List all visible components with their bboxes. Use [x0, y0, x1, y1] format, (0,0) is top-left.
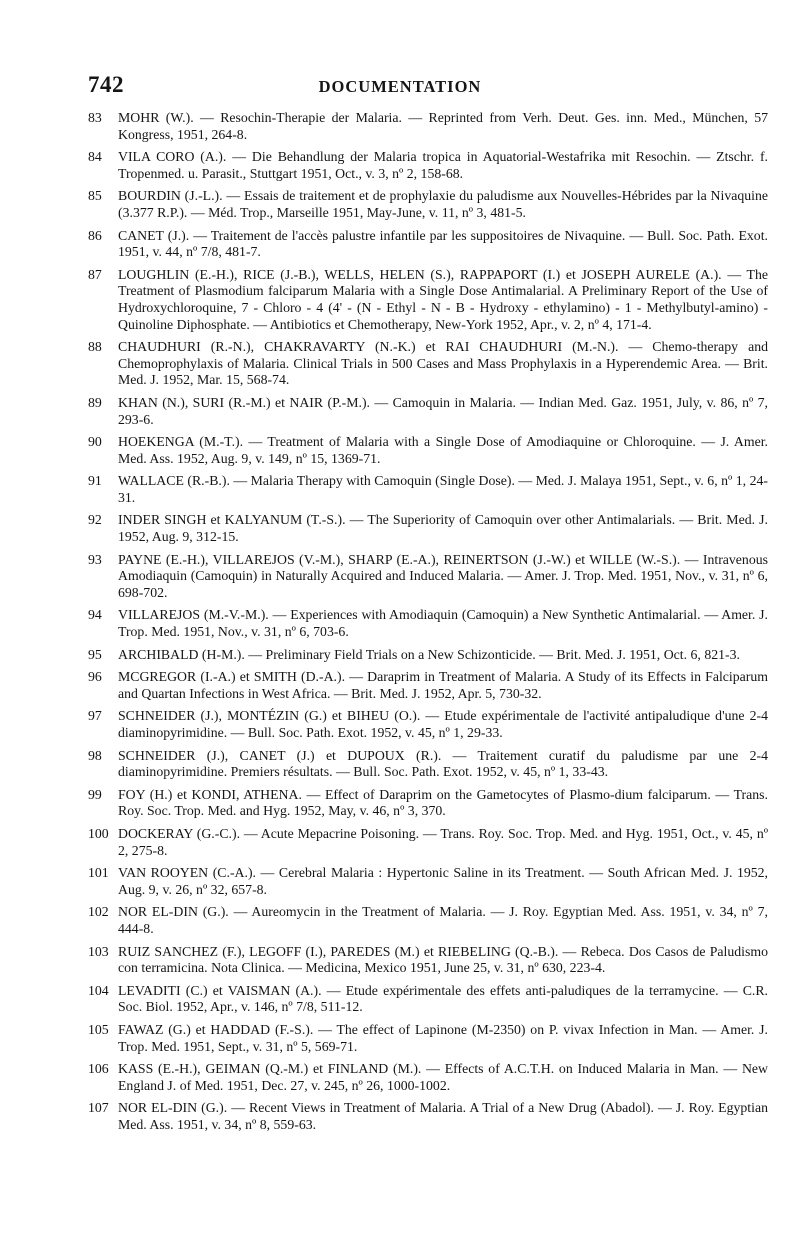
reference-text: SCHNEIDER (J.), MONTÉZIN (G.) et BIHEU (O.). — Etude expérimentale de l'activité antipaludique d'une 2-4 diaminopyrimidine. — Bull. Soc. Path. Exot. 1952, v. 45, nº 1, 29-33.: [118, 708, 768, 740]
reference-item: [88, 865, 768, 898]
reference-text: BOURDIN (J.-L.). — Essais de traitement et de prophylaxie du paludisme aux Nouvelles-Hébrides par la Nivaquine (3.377 R.P.). — Méd. Trop., Marseille 1951, May-June, v. 11, nº 3, 481-5.: [118, 188, 768, 220]
reference-item: [88, 944, 768, 977]
reference-number: 107: [88, 1100, 109, 1116]
reference-item: [88, 1022, 768, 1055]
reference-text: LEVADITI (C.) et VAISMAN (A.). — Etude expérimentale des effets anti-paludiques de la terramycine. — C.R. Soc. Biol. 1952, Apr., v. 146, nº 7/8, 511-12.: [118, 982, 768, 1015]
reference-item: [88, 149, 768, 182]
reference-text: VILLAREJOS (M.-V.-M.). — Experiences with Amodiaquin (Camoquin) a New Synthetic Antimalarial. — Amer. J. Trop. Med. 1951, Nov., v. 31, nº 6, 703-6.: [118, 607, 768, 640]
reference-number: 95: [88, 646, 102, 662]
reference-number: 106: [88, 1061, 109, 1077]
reference-item: [88, 669, 768, 702]
reference-text: SCHNEIDER (J.), CANET (J.) et DUPOUX (R.). — Traitement curatif du paludisme par une 2-4 diaminopyrimidine. Premiers résultats. — Bull. Soc. Path. Exot. 1952, v. 45, nº 1, 33-43.: [118, 747, 768, 780]
reference-item: [88, 708, 768, 741]
reference-text: CANET (J.). — Traitement de l'accès palustre infantile par les suppositoires de Nivaquine. — Bull. Soc. Path. Exot. 1951, v. 44, nº 7/8, 481-7.: [118, 227, 768, 260]
reference-list: [88, 110, 768, 1139]
reference-number: 103: [88, 943, 109, 959]
reference-item: [88, 395, 768, 428]
reference-item: [88, 434, 768, 467]
reference-text: FOY (H.) et KONDI, ATHENA. — Effect of Daraprim on the Gametocytes of Plasmo-dium falciparum. — Trans. Roy. Soc. Trop. Med. and Hyg. 1952, May, v. 46, nº 3, 370.: [118, 786, 768, 819]
reference-item: [88, 228, 768, 261]
reference-number: 102: [88, 904, 109, 920]
reference-item: [88, 1061, 768, 1094]
page-header: [88, 72, 712, 100]
reference-text: LOUGHLIN (E.-H.), RICE (J.-B.), WELLS, HELEN (S.), RAPPAPORT (I.) et JOSEPH AURELE (A.). — The Treatment of Plasmodium falciparum Malaria with a Single Dose Antimalarial. A Preliminary Report of the Use of Hydroxychloroquine, 7 - Chloro - 4 (4' - (N - Ethyl - N - B - Hydroxy - ethylamino) - 1 - Methylbutyl-amino) - Quinoline Diphosphate. — Antibiotics et Chemotherapy, New-York 1952, Apr., v. 2, nº 4, 171-4.: [118, 266, 768, 332]
reference-number: 105: [88, 1021, 109, 1037]
reference-item: [88, 267, 768, 333]
reference-item: [88, 983, 768, 1016]
reference-number: 88: [88, 339, 102, 355]
reference-number: 91: [88, 473, 102, 489]
reference-number: 92: [88, 512, 102, 528]
reference-number: 93: [88, 551, 102, 567]
reference-number: 104: [88, 982, 109, 998]
reference-number: 89: [88, 394, 102, 410]
reference-item: [88, 647, 768, 664]
reference-item: [88, 826, 768, 859]
reference-item: [88, 607, 768, 640]
reference-item: [88, 473, 768, 506]
reference-item: [88, 339, 768, 389]
reference-text: VILA CORO (A.). — Die Behandlung der Malaria tropica in Aquatorial-Westafrika mit Resochin. — Ztschr. f. Tropenmed. u. Parasit., Stuttgart 1951, Oct., v. 3, nº 2, 158-68.: [118, 149, 768, 181]
reference-number: 98: [88, 747, 102, 763]
reference-number: 100: [88, 825, 109, 841]
reference-number: 87: [88, 266, 102, 282]
reference-text: CHAUDHURI (R.-N.), CHAKRAVARTY (N.-K.) et RAI CHAUDHURI (M.-N.). — Chemo-therapy and Chemoprophylaxis of Malaria. Clinical Trials in 500 Cases and Mass Prophylaxis in a Hyperendemic Area. — Brit. Med. J. 1952, Mar. 15, 568-74.: [118, 339, 768, 388]
reference-text: ARCHIBALD (H-M.). — Preliminary Field Trials on a New Schizonticide. — Brit. Med. J. 1951, Oct. 6, 821-3.: [118, 646, 740, 662]
page-title: DOCUMENTATION: [318, 77, 482, 96]
reference-item: [88, 748, 768, 781]
reference-item: [88, 904, 768, 937]
reference-text: NOR EL-DIN (G.). — Aureomycin in the Treatment of Malaria. — J. Roy. Egyptian Med. Ass. 1951, v. 34, nº 7, 444-8.: [118, 904, 768, 936]
reference-number: 97: [88, 708, 102, 724]
reference-text: HOEKENGA (M.-T.). — Treatment of Malaria with a Single Dose of Amodiaquine or Chloroquine. — J. Amer. Med. Ass. 1952, Aug. 9, v. 149, nº 15, 1369-71.: [118, 434, 768, 466]
reference-text: VAN ROOYEN (C.-A.). — Cerebral Malaria : Hypertonic Saline in its Treatment. — South African Med. J. 1952, Aug. 9, v. 26, nº 32, 657-8.: [118, 865, 768, 897]
reference-text: RUIZ SANCHEZ (F.), LEGOFF (I.), PAREDES (M.) et RIEBELING (Q.-B.). — Rebeca. Dos Casos de Paludismo con terramicina. Nota Clinica. — Medicina, Mexico 1951, June 25, v. 31, nº 630, 223-4.: [118, 943, 768, 976]
reference-number: 99: [88, 786, 102, 802]
reference-text: PAYNE (E.-H.), VILLAREJOS (V.-M.), SHARP (E.-A.), REINERTSON (J.-W.) et WILLE (W.-S.). — Intravenous Amodiaquin (Camoquin) in Naturally Acquired and Induced Malaria. — Amer. J. Trop. Med. 1951, Nov., v. 31, nº 6, 698-702.: [118, 551, 768, 600]
reference-number: 94: [88, 607, 102, 623]
reference-text: KASS (E.-H.), GEIMAN (Q.-M.) et FINLAND (M.). — Effects of A.C.T.H. on Induced Malaria in Man. — New England J. of Med. 1951, Dec. 27, v. 245, nº 26, 1000-1002.: [118, 1061, 768, 1093]
reference-text: MOHR (W.). — Resochin-Therapie der Malaria. — Reprinted from Verh. Deut. Ges. inn. Med., München, 57 Kongress, 1951, 264-8.: [118, 110, 768, 142]
reference-text: WALLACE (R.-B.). — Malaria Therapy with Camoquin (Single Dose). — Med. J. Malaya 1951, Sept., v. 6, nº 1, 24-31.: [118, 473, 768, 505]
reference-item: [88, 1100, 768, 1133]
reference-number: 85: [88, 188, 102, 204]
reference-text: MCGREGOR (I.-A.) et SMITH (D.-A.). — Daraprim in Treatment of Malaria. A Study of its Effects in Falciparum and Quartan Infections in West Africa. — Brit. Med. J. 1952, Apr. 5, 730-32.: [118, 669, 768, 701]
reference-text: NOR EL-DIN (G.). — Recent Views in Treatment of Malaria. A Trial of a New Drug (Abadol). — J. Roy. Egyptian Med. Ass. 1951, v. 34, nº 8, 559-63.: [118, 1100, 768, 1132]
reference-item: [88, 552, 768, 602]
reference-number: 86: [88, 227, 102, 243]
reference-item: [88, 512, 768, 545]
reference-item: [88, 787, 768, 820]
reference-number: 96: [88, 669, 102, 685]
reference-text: INDER SINGH et KALYANUM (T.-S.). — The Superiority of Camoquin over other Antimalarials. — Brit. Med. J. 1952, Aug. 9, 312-15.: [118, 512, 768, 545]
reference-item: [88, 188, 768, 221]
reference-number: 101: [88, 865, 109, 881]
reference-text: FAWAZ (G.) et HADDAD (F.-S.). — The effect of Lapinone (M-2350) on P. vivax Infection in Man. — Amer. J. Trop. Med. 1951, Sept., v. 31, nº 5, 569-71.: [118, 1021, 768, 1054]
reference-number: 90: [88, 434, 102, 450]
reference-number: 84: [88, 149, 102, 165]
reference-number: 83: [88, 110, 102, 125]
reference-text: DOCKERAY (G.-C.). — Acute Mepacrine Poisoning. — Trans. Roy. Soc. Trop. Med. and Hyg. 1951, Oct., v. 45, nº 2, 275-8.: [118, 825, 768, 858]
reference-text: KHAN (N.), SURI (R.-M.) et NAIR (P.-M.). — Camoquin in Malaria. — Indian Med. Gaz. 1951, July, v. 86, nº 7, 293-6.: [118, 394, 768, 427]
reference-item: [88, 110, 768, 143]
page-number: 742: [88, 72, 124, 97]
